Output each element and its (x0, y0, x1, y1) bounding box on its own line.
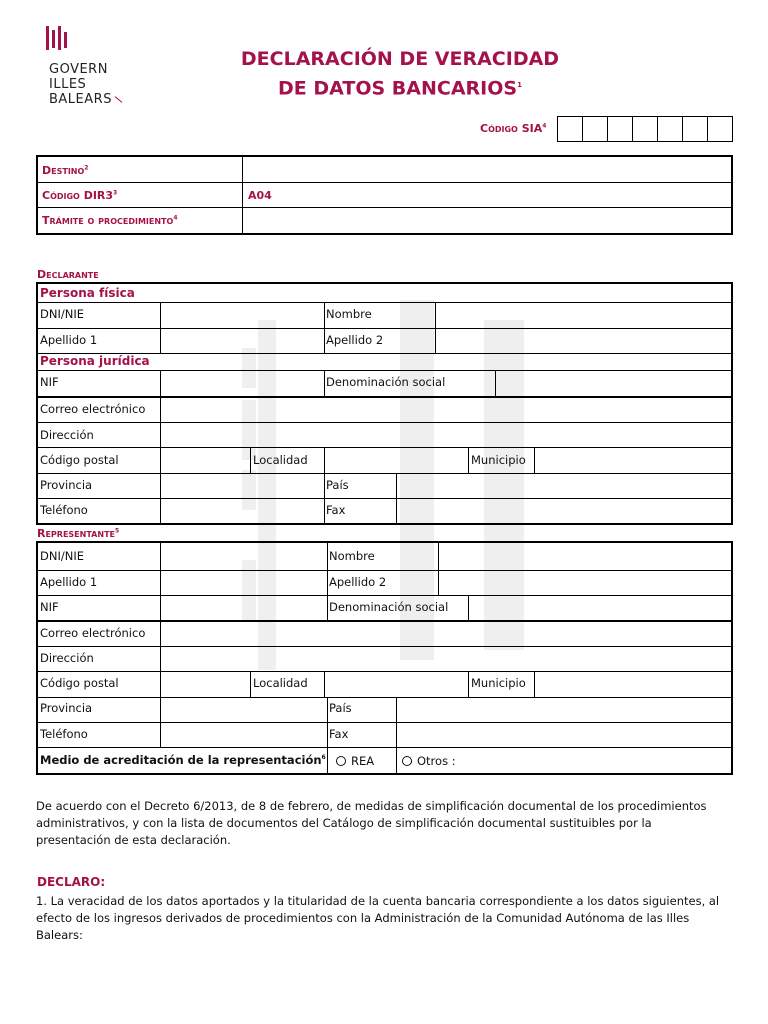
localidad-field[interactable] (326, 448, 466, 472)
title-line-2: DE DATOS BANCARIOS$^1$ (278, 77, 522, 100)
rep-telefono-field[interactable] (162, 723, 325, 746)
representante-table (36, 541, 733, 775)
destino-field[interactable] (244, 157, 731, 181)
rep-dni-field[interactable] (162, 544, 325, 569)
rep-municipio-field[interactable] (536, 672, 731, 696)
rep-denominacion-label: Denominación social (329, 600, 449, 614)
nombre-field[interactable] (437, 303, 731, 327)
intro-paragraph: De acuerdo con el Decreto 6/2013, de 8 de febrero, de medidas de simplificación documental de los procedimientos administrativos, y con la lista de documentos del Catálogo de simplificación documental sustituibles por la presentación de esta declaración. (36, 799, 707, 847)
denominacion-field[interactable] (497, 371, 731, 395)
persona-fisica-heading: Persona física (40, 286, 135, 300)
nombre-label: Nombre (326, 307, 372, 321)
sia-box[interactable] (607, 117, 632, 141)
logo-line-2: ILLES (49, 77, 87, 92)
rep-nombre-field[interactable] (440, 544, 731, 569)
pais-label: País (326, 478, 349, 492)
sia-box[interactable] (558, 117, 582, 141)
fax-field[interactable] (398, 499, 731, 522)
logo-bars-icon (46, 26, 70, 54)
rea-option[interactable]: REA (336, 756, 374, 768)
rep-cp-label: Código postal (40, 676, 119, 690)
rep-denominacion-field[interactable] (470, 596, 731, 619)
rep-apellido2-field[interactable] (440, 571, 731, 594)
header-table (36, 155, 733, 235)
apellido2-field[interactable] (437, 329, 731, 352)
dni-field[interactable] (162, 303, 322, 327)
rep-nif-label: NIF (40, 600, 59, 614)
destino-label: Destino$^2$ (42, 164, 89, 177)
direccion-field[interactable] (162, 423, 731, 446)
rep-apellido1-label: Apellido 1 (40, 575, 98, 589)
rep-fax-label: Fax (329, 727, 349, 741)
tramite-field[interactable] (244, 209, 731, 233)
localidad-label: Localidad (253, 453, 308, 467)
correo-field[interactable] (162, 399, 731, 421)
provincia-field[interactable] (162, 474, 322, 497)
sia-box[interactable] (707, 117, 732, 141)
direccion-label: Dirección (40, 428, 94, 442)
telefono-label: Teléfono (40, 503, 88, 517)
sia-code-boxes[interactable] (557, 116, 733, 142)
rep-dni-label: DNI/NIE (40, 549, 84, 563)
provincia-label: Provincia (40, 478, 93, 492)
cp-field[interactable] (162, 448, 248, 472)
medio-acreditacion-label: Medio de acreditación de la representación$^6$ (40, 753, 326, 767)
logo-line-3: BALEARS (49, 92, 123, 107)
dir3-label: Código $DIR3^3$ (42, 189, 118, 202)
telefono-field[interactable] (162, 499, 322, 522)
sia-box[interactable] (582, 117, 607, 141)
persona-juridica-heading: Persona jurídica (40, 354, 150, 368)
rep-cp-field[interactable] (162, 672, 248, 696)
rep-localidad-field[interactable] (326, 672, 466, 696)
rea-radio-icon[interactable] (336, 756, 346, 766)
apellido1-field[interactable] (162, 329, 322, 352)
logo-line-1: GOVERN (49, 62, 108, 77)
rep-municipio-label: Municipio (471, 676, 526, 690)
nif-field[interactable] (162, 371, 322, 395)
sia-label: Código SIA$^4$ (480, 122, 547, 135)
rep-nif-field[interactable] (162, 596, 325, 619)
title-line-1: DECLARACIÓN DE VERACIDAD (240, 48, 560, 70)
rep-pais-label: País (329, 701, 352, 715)
sia-box[interactable] (682, 117, 707, 141)
rep-apellido2-label: Apellido 2 (329, 575, 387, 589)
dni-label: DNI/NIE (40, 307, 84, 321)
rep-fax-field[interactable] (398, 723, 731, 746)
nif-label: NIF (40, 375, 59, 389)
title-note: 1 (517, 81, 522, 89)
pais-field[interactable] (398, 474, 731, 497)
rep-provincia-field[interactable] (162, 698, 325, 721)
rep-nombre-label: Nombre (329, 549, 375, 563)
representante-section-label: Representante$^5$ (37, 527, 120, 540)
rep-correo-label: Correo electrónico (40, 626, 146, 640)
declaro-heading: DECLARO: (37, 875, 106, 889)
municipio-field[interactable] (536, 448, 731, 472)
cp-label: Código postal (40, 453, 119, 467)
sia-box[interactable] (632, 117, 657, 141)
page-title (180, 46, 620, 101)
rep-telefono-label: Teléfono (40, 727, 88, 741)
apellido2-label: Apellido 2 (326, 333, 384, 347)
rep-direccion-field[interactable] (162, 647, 731, 670)
apellido1-label: Apellido 1 (40, 333, 98, 347)
fax-label: Fax (326, 503, 346, 517)
correo-label: Correo electrónico (40, 402, 146, 416)
declarante-table (36, 282, 733, 525)
tramite-label: Trámite o procedimiento$^4$ (42, 214, 178, 227)
sia-box[interactable] (657, 117, 682, 141)
declaro-point-1: 1. La veracidad de los datos aportados y la titularidad de la cuenta bancaria correspondiente a los datos siguientes, al efecto de los ingresos derivados de procedimientos con la Administración de la Comunidad Autónoma de las Illes Balears: (36, 894, 720, 942)
denominacion-label: Denominación social (326, 375, 446, 389)
dir3-value: A04 (248, 189, 272, 202)
rep-localidad-label: Localidad (253, 676, 308, 690)
rep-pais-field[interactable] (398, 698, 731, 721)
otros-radio-icon[interactable] (402, 756, 412, 766)
declarante-section-label: Declarante (37, 268, 99, 281)
rep-correo-field[interactable] (162, 623, 731, 645)
rep-direccion-label: Dirección (40, 651, 94, 665)
rep-apellido1-field[interactable] (162, 571, 325, 594)
municipio-label: Municipio (471, 453, 526, 467)
otros-option[interactable]: Otros : (402, 756, 456, 768)
rep-provincia-label: Provincia (40, 701, 93, 715)
